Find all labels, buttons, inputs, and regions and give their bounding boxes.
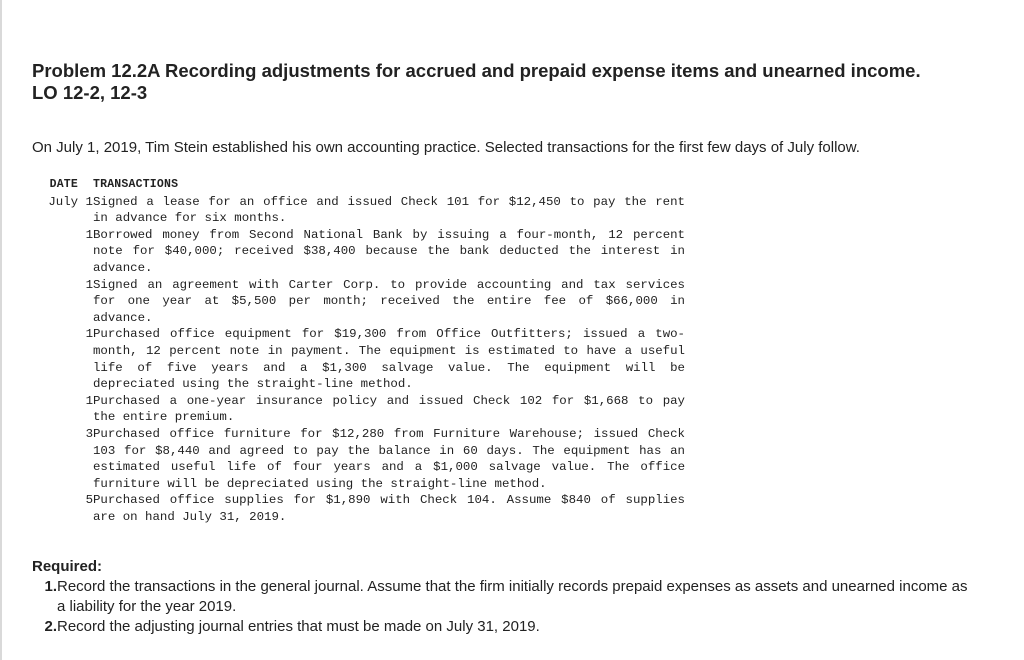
- transaction-row: [34, 326, 685, 392]
- transaction-row: [34, 194, 685, 227]
- transactions-rows: [34, 194, 685, 526]
- transaction-text: Purchased office equipment for $19,300 from Office Outfitters; issued a two-month, 12 percent note in payment. The equipment is estimated to have a useful life of five years and a $1,300 salvage value. The equipment will be depreciated using the straight-line method.: [93, 327, 685, 392]
- date-column-header: DATE: [49, 178, 78, 191]
- required-label: Required:: [32, 558, 103, 575]
- transaction-row: [34, 393, 685, 426]
- problem-title-line1: Problem 12.2A Recording adjustments for accrued and prepaid expense items and unearned income.: [32, 60, 921, 81]
- transaction-text: Borrowed money from Second National Bank by issuing a four-month, 12 percent note for $40,000; received $38,400 because the bank deducted the interest in advance.: [93, 227, 685, 275]
- transaction-row: [34, 277, 685, 327]
- transaction-date: July 1: [48, 194, 93, 209]
- required-item-text: Record the adjusting journal entries that must be made on July 31, 2019.: [57, 618, 540, 635]
- transaction-text: Purchased a one-year insurance policy and issued Check 102 for $1,668 to pay the entire premium.: [93, 393, 685, 425]
- required-item: [32, 617, 992, 637]
- transactions-column-header: TRANSACTIONS: [93, 178, 179, 191]
- problem-learning-objectives: LO 12-2, 12-3: [32, 82, 148, 103]
- transaction-date: 3: [85, 426, 93, 441]
- required-item: [32, 577, 992, 617]
- required-items: [32, 577, 992, 637]
- problem-title: [32, 60, 1002, 104]
- required-item-number: 1.: [44, 578, 57, 595]
- transactions-header: [34, 177, 685, 194]
- required-item-text: Record the transactions in the general journal. Assume that the firm initially records prepaid expenses as assets and unearned income as a liability for the year 2019.: [57, 578, 968, 615]
- required-section: [32, 557, 992, 637]
- transaction-date: 1: [85, 277, 93, 292]
- transaction-row: [34, 227, 685, 277]
- transaction-date: 5: [85, 493, 93, 508]
- transaction-text: Purchased office supplies for $1,890 with Check 104. Assume $840 of supplies are on hand July 31, 2019.: [93, 493, 685, 524]
- transaction-text: Signed a lease for an office and issued Check 101 for $12,450 to pay the rent in advance for six months.: [93, 194, 685, 226]
- transaction-text: Signed an agreement with Carter Corp. to provide accounting and tax services for one year at $5,500 per month; received the entire fee of $66,000 in advance.: [93, 277, 685, 325]
- transaction-date: 1: [85, 227, 93, 242]
- transaction-text: Purchased office furniture for $12,280 from Furniture Warehouse; issued Check 103 for $8,440 and agreed to pay the balance in 60 days. The equipment has an estimated useful life of four years and a $1,000 salvage value. The office furniture will be depreciated using the straight-line method.: [93, 426, 685, 491]
- transaction-date: 1: [85, 327, 93, 342]
- transaction-row: [34, 426, 685, 492]
- transaction-row: [34, 492, 685, 525]
- transactions-table: [34, 177, 685, 525]
- problem-intro: On July 1, 2019, Tim Stein established his own accounting practice. Selected transactions for the first few days of July follow.: [32, 139, 860, 156]
- required-item-number: 2.: [44, 618, 57, 635]
- left-border: [0, 0, 2, 660]
- transaction-date: 1: [85, 393, 93, 408]
